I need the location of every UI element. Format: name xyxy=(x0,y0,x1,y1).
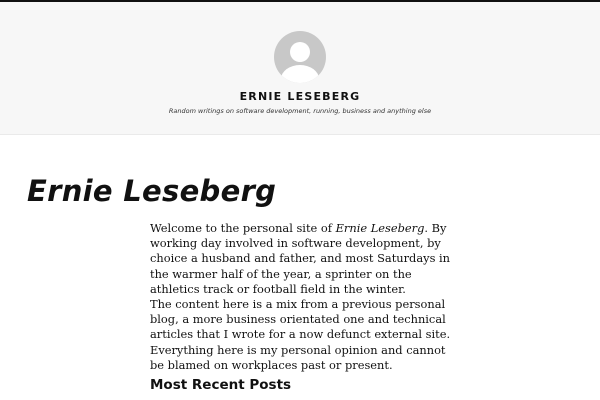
recent-posts-heading: Most Recent Posts xyxy=(150,377,292,393)
intro-text-after: . By working day involved in software development, by choice a husband and father, and most Saturdays in the warmer half of the year, a sprinter on the athletics track or football field in the winter. xyxy=(150,221,451,296)
site-tagline: Random writings on software development, running, business and anything else xyxy=(168,107,432,115)
content-paragraph: The content here is a mix from a previous personal blog, a more business orientated one and technical articles that I wrote for a now defunct external site. Everything here is my personal opinion and cannot be blamed on workplaces past or present. xyxy=(150,297,451,372)
site-title[interactable]: ERNIE LESEBERG xyxy=(239,90,361,103)
intro-author-name: Ernie Leseberg xyxy=(335,221,425,235)
page-content xyxy=(150,221,455,373)
default-avatar-icon xyxy=(274,31,326,83)
avatar[interactable] xyxy=(274,31,326,83)
intro-text-before: Welcome to the personal site of xyxy=(150,221,336,235)
intro-paragraph xyxy=(150,221,455,297)
page-title: Ernie Leseberg xyxy=(27,174,277,208)
site-header xyxy=(0,2,600,135)
